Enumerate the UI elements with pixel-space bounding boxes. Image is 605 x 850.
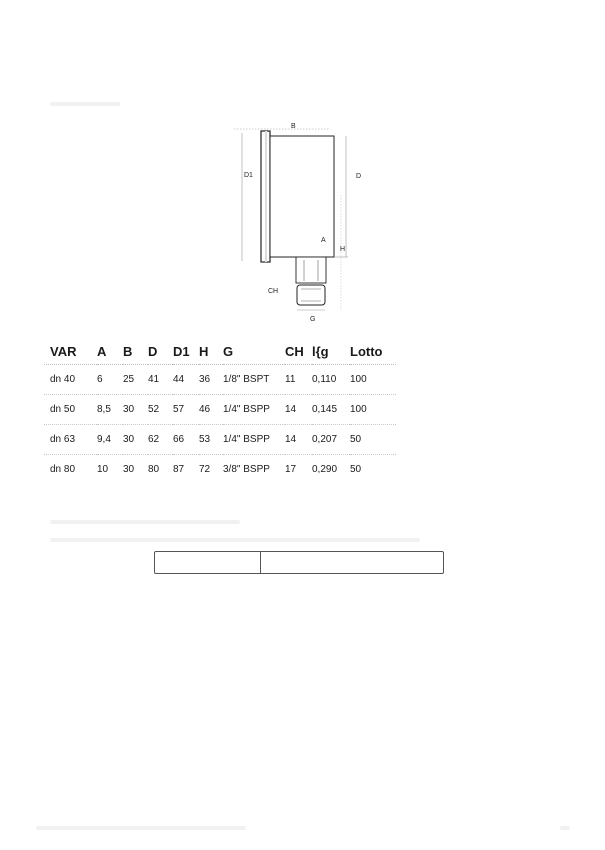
faint-page-number <box>560 826 570 830</box>
header-d: D <box>148 343 158 359</box>
cell-a: 10 <box>97 455 123 485</box>
cell-g: 1/8" BSPT <box>223 365 285 395</box>
label-g: G <box>310 316 316 323</box>
cell-g: 3/8" BSPP <box>223 455 285 485</box>
cell-b: 25 <box>123 365 148 395</box>
faint-note-line <box>50 520 240 524</box>
cell-d1: 57 <box>173 395 199 425</box>
table-row <box>44 425 396 455</box>
faint-header-text <box>50 102 120 106</box>
header-lotto: Lotto <box>350 343 383 359</box>
label-d1: D1 <box>244 172 253 179</box>
order-code-divider <box>260 552 261 573</box>
cell-b: 30 <box>123 395 148 425</box>
cell-ch: 17 <box>285 455 312 485</box>
table-row <box>44 365 396 395</box>
cell-b: 30 <box>123 425 148 455</box>
cell-d1: 66 <box>173 425 199 455</box>
header-var: VAR <box>50 343 77 359</box>
cell-ch: 14 <box>285 395 312 425</box>
faint-note-line <box>50 538 420 542</box>
cell-a: 8,5 <box>97 395 123 425</box>
cell-ch: 11 <box>285 365 312 395</box>
header-d1: D1 <box>173 343 190 359</box>
cell-d1: 44 <box>173 365 199 395</box>
cell-h: 72 <box>199 455 223 485</box>
label-ch: CH <box>268 288 279 295</box>
cell-a: 6 <box>97 365 123 395</box>
specification-table <box>44 338 396 484</box>
table-header-row <box>44 338 396 365</box>
header-h: H <box>199 343 209 359</box>
cell-g: 1/4" BSPP <box>223 395 285 425</box>
cell-d: 80 <box>148 455 173 485</box>
cell-h: 46 <box>199 395 223 425</box>
label-b: B <box>291 123 296 130</box>
cell-lotto: 100 <box>350 395 396 425</box>
order-code-box <box>154 551 444 574</box>
cell-lotto: 50 <box>350 425 396 455</box>
table-row <box>44 455 396 485</box>
cell-kg: 0,110 <box>312 365 350 395</box>
cell-h: 36 <box>199 365 223 395</box>
cell-ch: 14 <box>285 425 312 455</box>
cell-kg: 0,207 <box>312 425 350 455</box>
cell-lotto: 100 <box>350 365 396 395</box>
cell-d: 62 <box>148 425 173 455</box>
header-b: B <box>123 343 133 359</box>
label-h: H <box>340 246 346 253</box>
cell-var: dn 50 <box>44 395 97 425</box>
label-d: D <box>356 173 362 180</box>
cell-b: 30 <box>123 455 148 485</box>
gauge-dimension-drawing <box>230 115 380 330</box>
header-a: A <box>97 343 107 359</box>
cell-g: 1/4" BSPP <box>223 425 285 455</box>
cell-d1: 87 <box>173 455 199 485</box>
cell-d: 41 <box>148 365 173 395</box>
header-g: G <box>223 343 234 359</box>
cell-kg: 0,145 <box>312 395 350 425</box>
header-ch: CH <box>285 343 304 359</box>
cell-h: 53 <box>199 425 223 455</box>
cell-d: 52 <box>148 395 173 425</box>
cell-var: dn 40 <box>44 365 97 395</box>
faint-footer-text <box>36 826 246 830</box>
cell-var: dn 63 <box>44 425 97 455</box>
cell-a: 9,4 <box>97 425 123 455</box>
cell-lotto: 50 <box>350 455 396 485</box>
table-row <box>44 395 396 425</box>
cell-var: dn 80 <box>44 455 97 485</box>
label-a: A <box>321 237 326 244</box>
cell-kg: 0,290 <box>312 455 350 485</box>
header-kg: l{g <box>312 343 329 359</box>
gauge-drawing-svg <box>230 115 380 330</box>
